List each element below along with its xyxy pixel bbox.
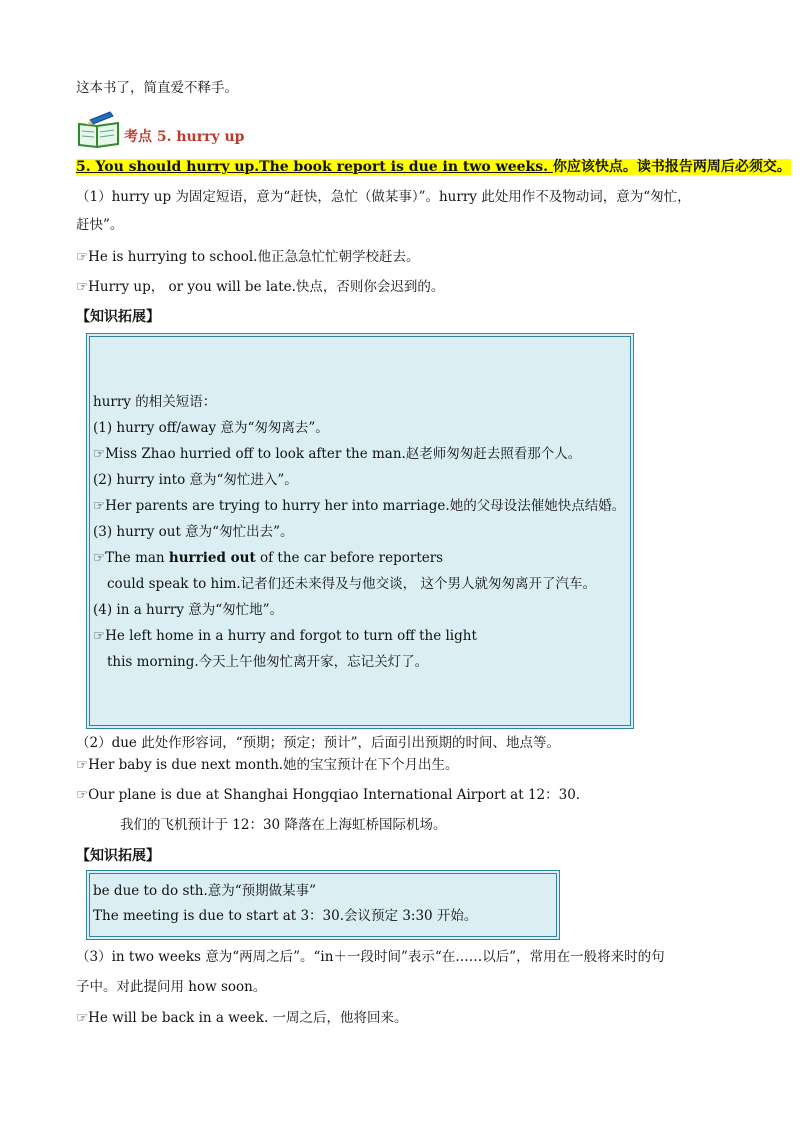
key-sentence-en: 5. You should hurry up.The book report is due in two weeks.	[76, 159, 553, 175]
extension-box	[86, 870, 560, 940]
example-sentence: ☞Hurry up， or you will be late.快点，否则你会迟到的。	[76, 279, 445, 295]
box-line: ☞Her parents are trying to hurry her into marriage.她的父母设法催她快点结婚。	[93, 498, 626, 514]
box-bold-text: hurried out	[168, 550, 256, 566]
paragraph-line: （1）hurry up 为固定短语，意为“赶快，急忙（做某事）”。hurry 此处用作不及物动词，意为“匆忙，	[76, 189, 691, 205]
box-text: of the car before reporters	[255, 550, 444, 566]
box-line: ☞He left home in a hurry and forgot to turn off the light	[93, 628, 477, 644]
book-pencil-icon	[76, 110, 122, 148]
section-label: 考点 5. hurry up	[124, 129, 245, 145]
box-text: ☞The man	[93, 550, 169, 566]
box-line: this morning.今天上午他匆忙离开家，忘记关灯了。	[107, 654, 429, 670]
section-heading	[76, 104, 244, 148]
box-line: (3) hurry out 意为“匆忙出去”。	[93, 524, 294, 540]
extension-label: 【知识拓展】	[76, 848, 160, 864]
example-sentence: ☞Her baby is due next month.她的宝宝预计在下个月出生。	[76, 757, 459, 773]
extension-box	[86, 333, 634, 729]
box-line: The meeting is due to start at 3：30.会议预定 3:30 开始。	[93, 908, 478, 924]
example-sentence: ☞He is hurrying to school.他正急急忙忙朝学校赶去。	[76, 249, 420, 265]
example-translation: 我们的飞机预计于 12：30 降落在上海虹桥国际机场。	[120, 817, 447, 833]
box-line: be due to do sth.意为“预期做某事”	[93, 883, 317, 899]
paragraph-line: 子中。对此提问用 how soon。	[76, 979, 267, 995]
example-sentence: ☞He will be back in a week. 一周之后，他将回来。	[76, 1010, 408, 1026]
text-line: 这本书了，简直爱不释手。	[76, 80, 238, 96]
key-sentence-zh: 你应该快点。读书报告两周后必须交。	[552, 159, 791, 175]
paragraph-line: （3）in two weeks 意为“两周之后”。“in＋一段时间”表示“在……以后”，常用在一般将来时的句	[76, 949, 665, 965]
box-line: (4) in a hurry 意为“匆忙地”。	[93, 602, 284, 618]
box-line	[93, 548, 443, 568]
box-line: could speak to him.记者们还未来得及与他交谈， 这个男人就匆匆离开了汽车。	[107, 576, 596, 592]
box-line: ☞Miss Zhao hurried off to look after the man.赵老师匆匆赶去照看那个人。	[93, 446, 582, 462]
paragraph-line: 赶快”。	[76, 217, 124, 233]
paragraph-line: （2）due 此处作形容词，“预期；预定；预计”，后面引出预期的时间、地点等。	[76, 735, 561, 751]
extension-label: 【知识拓展】	[76, 309, 160, 325]
box-line: (1) hurry off/away 意为“匆匆离去”。	[93, 420, 329, 436]
box-line: (2) hurry into 意为“匆忙进入”。	[93, 472, 298, 488]
example-sentence: ☞Our plane is due at Shanghai Hongqiao International Airport at 12：30.	[76, 787, 581, 803]
box-line: hurry 的相关短语：	[93, 394, 217, 410]
key-sentence	[76, 156, 791, 176]
